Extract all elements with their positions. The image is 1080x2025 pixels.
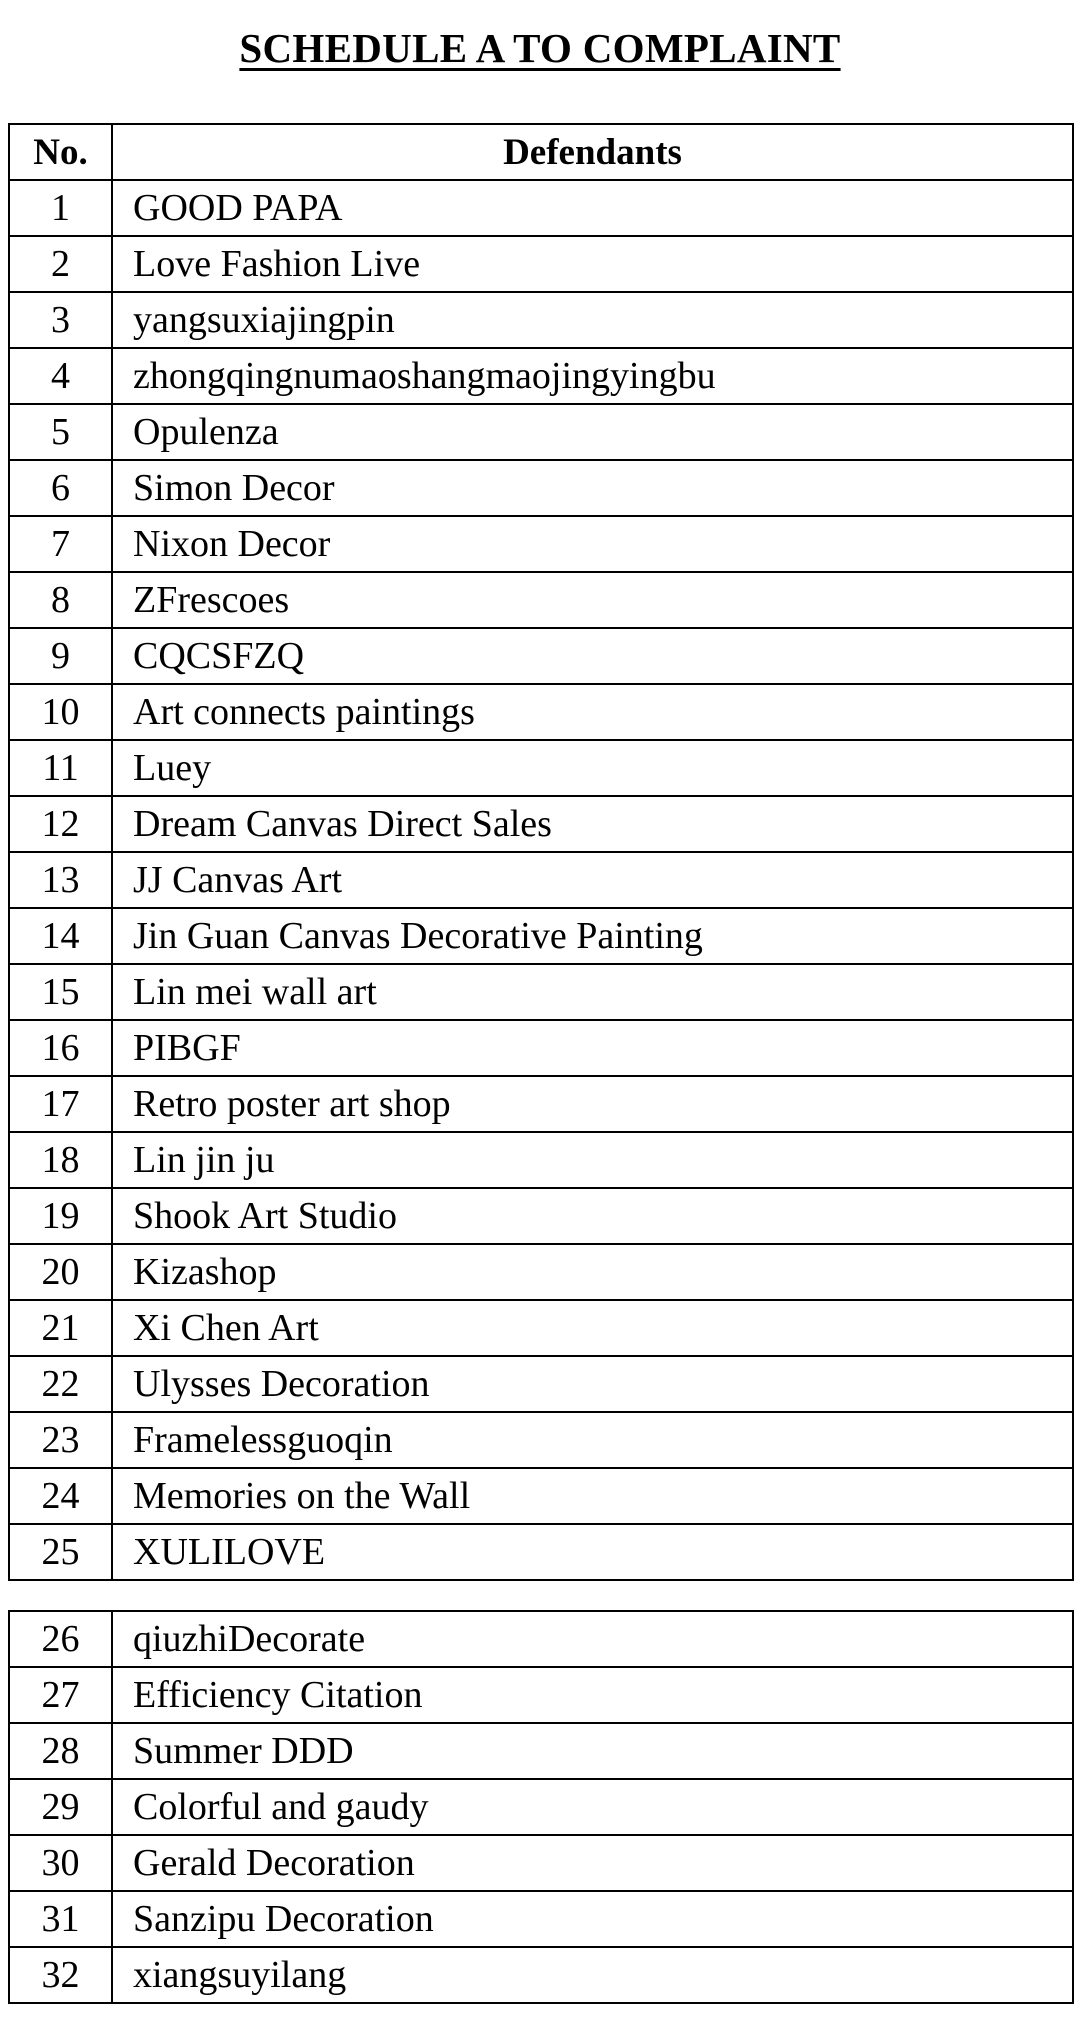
defendant-name: Art connects paintings xyxy=(112,684,1073,740)
defendants-table-continued xyxy=(8,1610,1074,2004)
defendant-name: Lin jin ju xyxy=(112,1132,1073,1188)
row-number: 21 xyxy=(9,1300,112,1356)
table-row xyxy=(9,740,1073,796)
table-row xyxy=(9,628,1073,684)
table-row xyxy=(9,1020,1073,1076)
defendant-name: Sanzipu Decoration xyxy=(112,1891,1073,1947)
table-row xyxy=(9,572,1073,628)
defendant-name: zhongqingnumaoshangmaojingyingbu xyxy=(112,348,1073,404)
row-number: 28 xyxy=(9,1723,112,1779)
defendant-name: Simon Decor xyxy=(112,460,1073,516)
row-number: 17 xyxy=(9,1076,112,1132)
defendant-name: GOOD PAPA xyxy=(112,180,1073,236)
defendant-name: Jin Guan Canvas Decorative Painting xyxy=(112,908,1073,964)
table-row xyxy=(9,1947,1073,2003)
row-number: 8 xyxy=(9,572,112,628)
row-number: 29 xyxy=(9,1779,112,1835)
table-row xyxy=(9,1667,1073,1723)
row-number: 10 xyxy=(9,684,112,740)
table-row xyxy=(9,852,1073,908)
row-number: 18 xyxy=(9,1132,112,1188)
row-number: 23 xyxy=(9,1412,112,1468)
defendant-name: CQCSFZQ xyxy=(112,628,1073,684)
defendant-name: Opulenza xyxy=(112,404,1073,460)
defendant-name: JJ Canvas Art xyxy=(112,852,1073,908)
row-number: 19 xyxy=(9,1188,112,1244)
table-row xyxy=(9,1356,1073,1412)
defendant-name: Framelessguoqin xyxy=(112,1412,1073,1468)
defendants-table-continued-body xyxy=(9,1611,1073,2003)
table-row xyxy=(9,964,1073,1020)
table-row xyxy=(9,1835,1073,1891)
document-title-text: SCHEDULE A TO COMPLAINT xyxy=(239,25,841,71)
table-row xyxy=(9,1244,1073,1300)
row-number: 30 xyxy=(9,1835,112,1891)
table-row xyxy=(9,236,1073,292)
table-row xyxy=(9,796,1073,852)
row-number: 14 xyxy=(9,908,112,964)
defendant-name: yangsuxiajingpin xyxy=(112,292,1073,348)
header-no: No. xyxy=(9,124,112,180)
row-number: 26 xyxy=(9,1611,112,1667)
table-row xyxy=(9,684,1073,740)
table-row xyxy=(9,1076,1073,1132)
defendant-name: Memories on the Wall xyxy=(112,1468,1073,1524)
table-row xyxy=(9,1468,1073,1524)
row-number: 2 xyxy=(9,236,112,292)
defendant-name: Summer DDD xyxy=(112,1723,1073,1779)
row-number: 15 xyxy=(9,964,112,1020)
row-number: 20 xyxy=(9,1244,112,1300)
table-row xyxy=(9,1524,1073,1580)
table-row xyxy=(9,404,1073,460)
row-number: 11 xyxy=(9,740,112,796)
defendants-table-body xyxy=(9,180,1073,1580)
table-row xyxy=(9,1611,1073,1667)
row-number: 5 xyxy=(9,404,112,460)
table-row xyxy=(9,1723,1073,1779)
row-number: 4 xyxy=(9,348,112,404)
row-number: 3 xyxy=(9,292,112,348)
defendant-name: Kizashop xyxy=(112,1244,1073,1300)
defendant-name: Love Fashion Live xyxy=(112,236,1073,292)
row-number: 31 xyxy=(9,1891,112,1947)
defendant-name: Retro poster art shop xyxy=(112,1076,1073,1132)
defendant-name: ZFrescoes xyxy=(112,572,1073,628)
table-row xyxy=(9,292,1073,348)
table-row xyxy=(9,1412,1073,1468)
defendant-name: XULILOVE xyxy=(112,1524,1073,1580)
row-number: 7 xyxy=(9,516,112,572)
row-number: 25 xyxy=(9,1524,112,1580)
row-number: 13 xyxy=(9,852,112,908)
table-row xyxy=(9,1779,1073,1835)
table-row xyxy=(9,180,1073,236)
table-row xyxy=(9,1188,1073,1244)
table-row xyxy=(9,1132,1073,1188)
table-row xyxy=(9,516,1073,572)
defendants-table xyxy=(8,123,1074,1581)
table-header-row xyxy=(9,124,1073,180)
header-defendants: Defendants xyxy=(112,124,1073,180)
table-row xyxy=(9,460,1073,516)
row-number: 22 xyxy=(9,1356,112,1412)
defendant-name: Efficiency Citation xyxy=(112,1667,1073,1723)
defendant-name: Colorful and gaudy xyxy=(112,1779,1073,1835)
row-number: 32 xyxy=(9,1947,112,2003)
row-number: 6 xyxy=(9,460,112,516)
row-number: 1 xyxy=(9,180,112,236)
row-number: 16 xyxy=(9,1020,112,1076)
defendant-name: Lin mei wall art xyxy=(112,964,1073,1020)
row-number: 27 xyxy=(9,1667,112,1723)
defendant-name: Gerald Decoration xyxy=(112,1835,1073,1891)
table-row xyxy=(9,1891,1073,1947)
row-number: 12 xyxy=(9,796,112,852)
defendant-name: Nixon Decor xyxy=(112,516,1073,572)
row-number: 24 xyxy=(9,1468,112,1524)
table-row xyxy=(9,908,1073,964)
defendant-name: Dream Canvas Direct Sales xyxy=(112,796,1073,852)
defendant-name: qiuzhiDecorate xyxy=(112,1611,1073,1667)
defendant-name: xiangsuyilang xyxy=(112,1947,1073,2003)
defendant-name: Ulysses Decoration xyxy=(112,1356,1073,1412)
row-number: 9 xyxy=(9,628,112,684)
defendant-name: PIBGF xyxy=(112,1020,1073,1076)
defendant-name: Xi Chen Art xyxy=(112,1300,1073,1356)
document-title xyxy=(0,22,1080,74)
defendant-name: Luey xyxy=(112,740,1073,796)
table-row xyxy=(9,1300,1073,1356)
defendant-name: Shook Art Studio xyxy=(112,1188,1073,1244)
table-row xyxy=(9,348,1073,404)
